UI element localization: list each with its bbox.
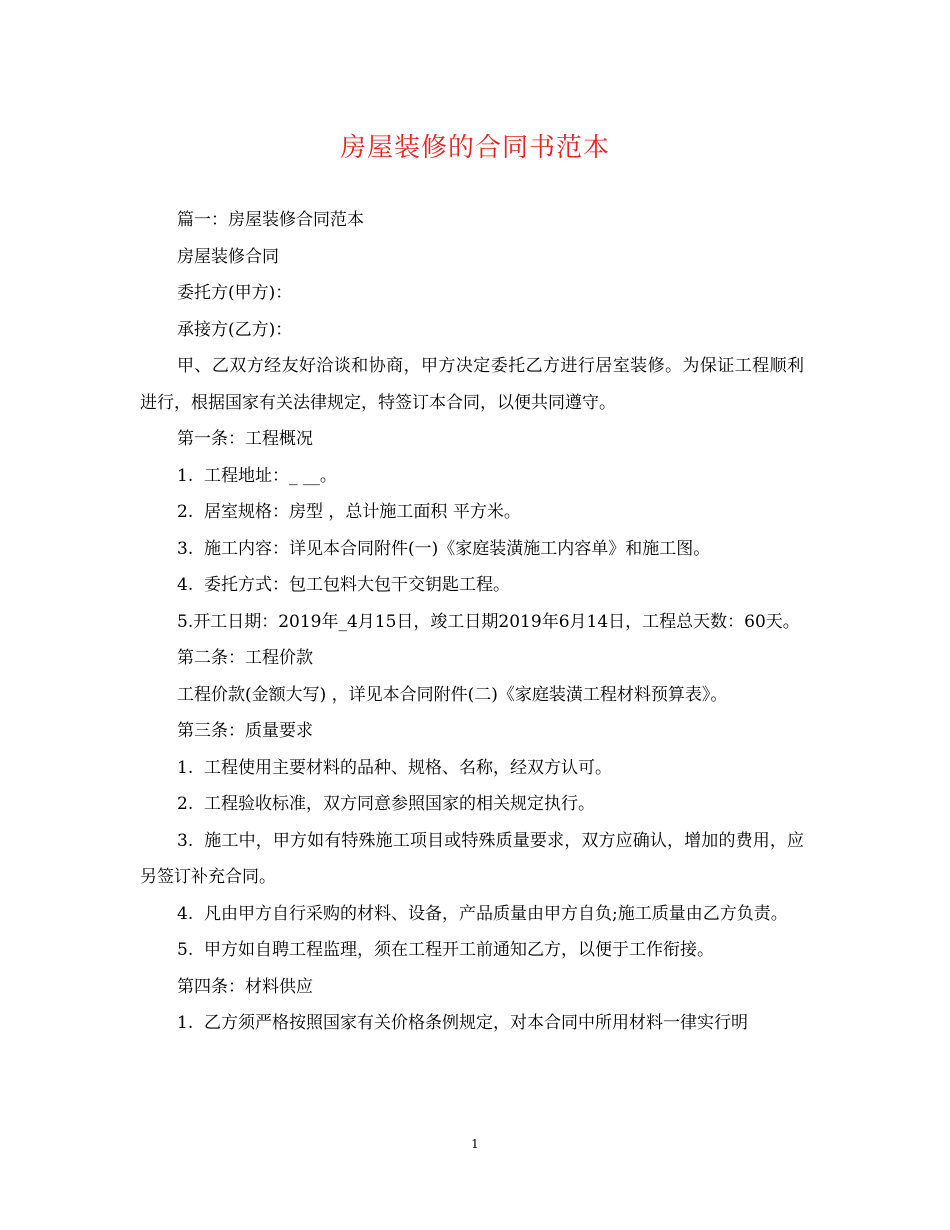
document-title: 房屋装修的合同书范本 [339, 133, 610, 163]
paragraph-article-1-item-4: 4. 委托方式：包工包料大包干交钥匙工程。 [177, 575, 511, 595]
paragraph-article-4-heading: 第四条：材料供应 [177, 976, 313, 997]
paragraph-article-3-item-5: 5. 甲方如自聘工程监理，须在工程开工前通知乙方，以便于工作衔接。 [177, 940, 715, 960]
paragraph-section-heading: 篇一：房屋装修合同范本 [177, 210, 364, 230]
paragraph-article-2-heading: 第二条：工程价款 [177, 648, 313, 668]
paragraph-article-3-item-1: 1. 工程使用主要材料的品种、规格、名称，经双方认可。 [177, 757, 613, 778]
paragraph-article-3-heading: 第三条：质量要求 [177, 721, 313, 741]
paragraph-preamble: 甲、乙双方经友好洽谈和协商，甲方决定委托乙方进行居室装修。为保证工程顺利进行，根据国家有关法律规定，特签订本合同，以便共同遵守。 [140, 356, 804, 413]
paragraph-article-3-item-3: 3. 施工中，甲方如有特殊施工项目或特殊质量要求，双方应确认，增加的费用，应另签订补充合同。 [140, 830, 804, 887]
paragraph-contract-name: 房屋装修合同 [177, 246, 279, 267]
document-body [140, 202, 804, 1042]
paragraph-article-1-item-3: 3. 施工内容：详见本合同附件(一)《家庭装潢施工内容单》和施工图。 [177, 538, 711, 559]
paragraph-party-a: 委托方(甲方)： [177, 283, 293, 303]
paragraph-article-1-item-1: 1. 工程地址：_ __。 [177, 465, 337, 486]
paragraph-article-4-item-1: 1. 乙方须严格按照国家有关价格条例规定，对本合同中所用材料一律实行明 [177, 1013, 749, 1033]
paragraph-article-1-item-2: 2. 居室规格：房型 ，总计施工面积 平方米。 [177, 502, 521, 522]
paragraph-article-3-item-4: 4. 凡由甲方自行采购的材料、设备，产品质量由甲方自负;施工质量由乙方负责。 [177, 903, 788, 924]
paragraph-article-1-item-5: 5.开工日期：2019年_4月15日，竣工日期2019年6月14日，工程总天数：60天。 [177, 611, 800, 632]
paragraph-article-1-heading: 第一条：工程概况 [177, 429, 313, 449]
paragraph-party-b: 承接方(乙方)： [177, 319, 293, 340]
paragraph-article-2-body: 工程价款(金额大写) ，详见本合同附件(二)《家庭装潢工程材料预算表》。 [177, 684, 728, 705]
paragraph-article-3-item-2: 2. 工程验收标准，双方同意参照国家的相关规定执行。 [177, 794, 596, 814]
page-number: 1 [471, 1137, 479, 1151]
